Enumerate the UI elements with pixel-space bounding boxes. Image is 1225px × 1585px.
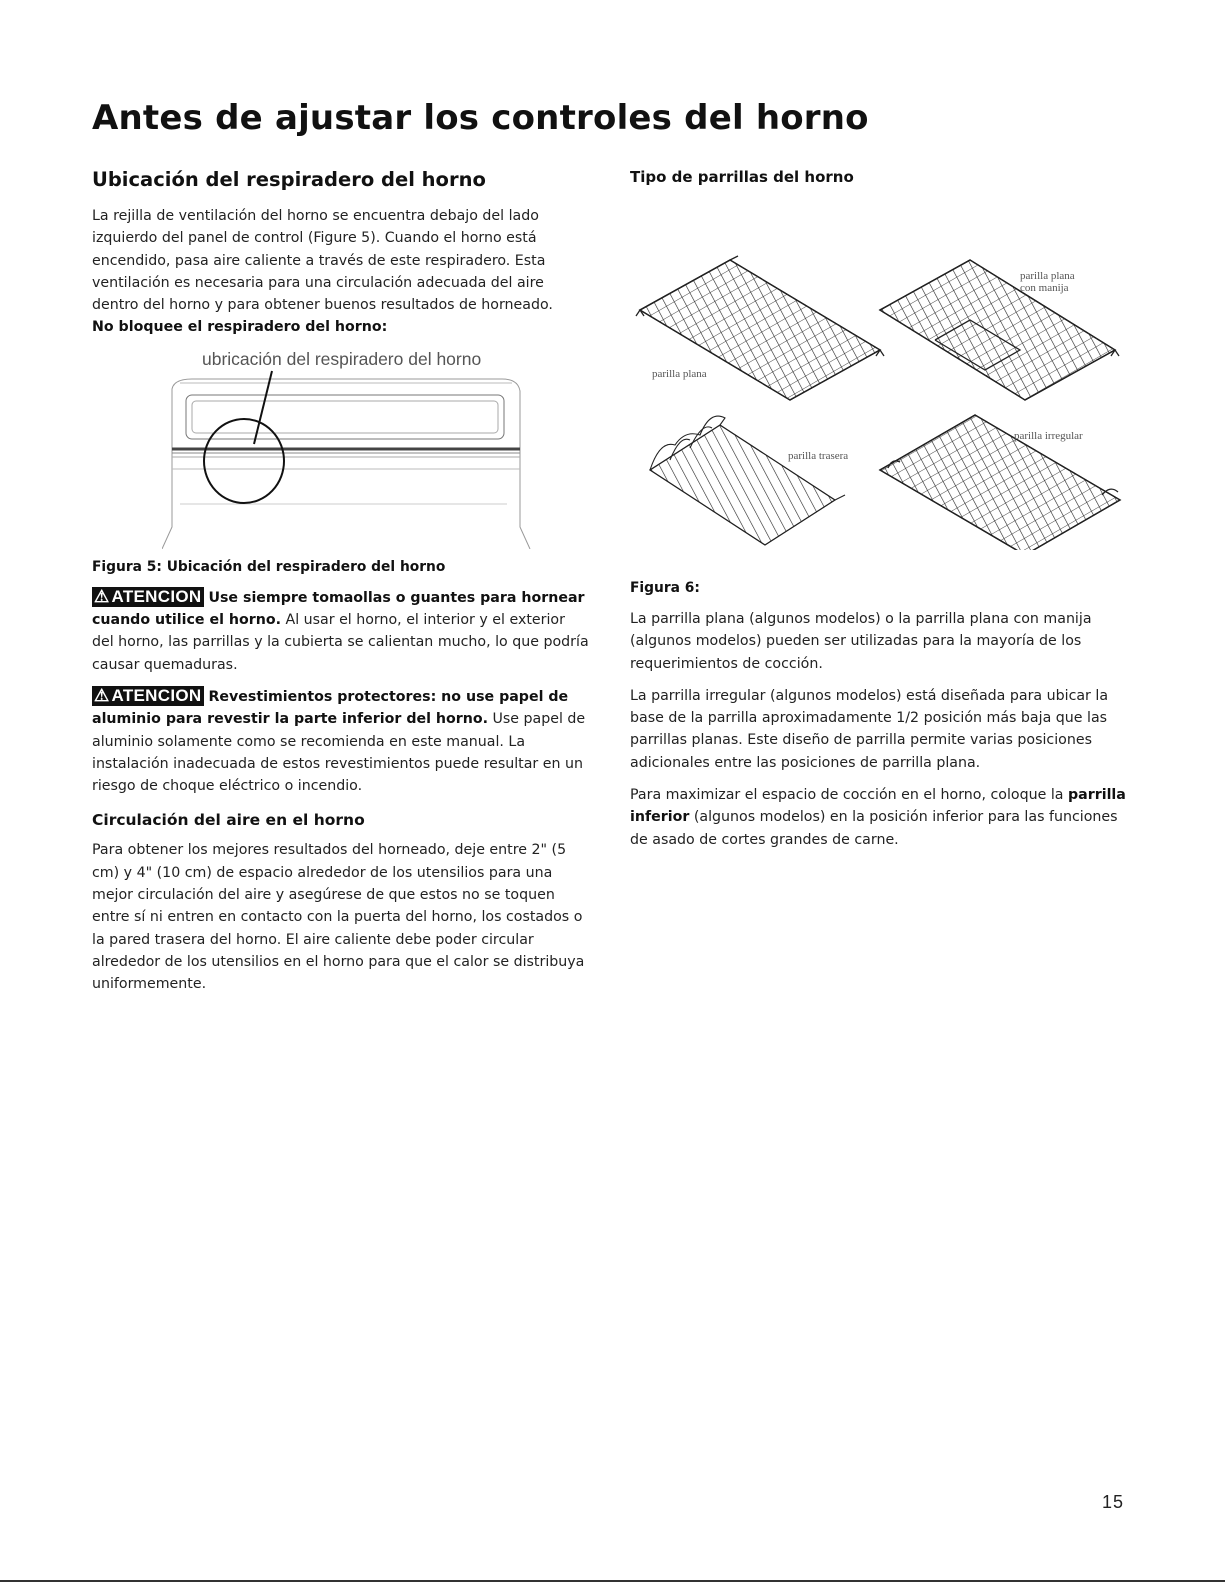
control-panel-drawing [162,349,582,549]
warning-badge-text: ATENCION [111,685,202,705]
label-flat-rack: parilla plana [652,368,707,380]
vent-heading: Ubicación del respiradero del horno [92,168,486,191]
figure-6-caption: Figura 6: [630,580,700,596]
page-number: 15 [1102,1492,1125,1512]
label-flat-rack-handle-1: parilla plana [1020,270,1075,282]
racks-paragraph-3 [630,784,1130,851]
vent-paragraph [92,205,590,339]
warning-badge [92,686,204,706]
warning-1-text: Al usar el horno, el interior y el exterior del horno, las parrillas y la cubierta se calientan mucho, lo que podría causar quemaduras. [92,612,589,673]
air-heading: Circulación del aire en el horno [92,811,365,830]
racks-paragraph-2: La parrilla irregular (algunos modelos) está diseñada para ubicar la base de la parrilla aproximadamente 1/2 posición más baja que las parrillas planas. Este diseño de parrilla permite varias posiciones adicionales entre las posiciones de parrilla plana. [630,687,1109,771]
vent-location-label: ubricación del respiradero del horno [202,348,482,369]
warning-badge-text: ATENCION [111,586,202,606]
racks-heading: Tipo de parrillas del horno [630,168,854,186]
air-paragraph: Para obtener los mejores resultados del horneado, deje entre 2" (5 cm) y 4" (10 cm) de espacio alrededor de los utensilios para una mejor circulación del aire y asegúrese de que estos no se toquen entre sí ni entren en contacto con la puerta del horno, los costados o la pared trasera del horno. El aire caliente debe poder circular alrededor de los utensilios en el horno para que el calor se distribuya uniformemente. [92,842,585,993]
label-flat-rack-handle-2: con manija [1020,282,1069,294]
bottom-rule [0,1580,1225,1582]
flat-rack-with-handle [880,260,1119,400]
vent-text: La rejilla de ventilación del horno se encuentra debajo del lado izquierdo del panel de control (Figure 5). Cuando el horno está encendido, pasa aire caliente a través de este respiradero. Esta ventilación es necesaria para una circulación adecuada del aire dentro del horno y para obtener buenos resultados de horneado. [92,208,553,314]
figure-6 [630,200,1130,550]
racks-paragraph-1: La parrilla plana (algunos modelos) o la parrilla plana con manija (algunos modelos) pueden ser utilizadas para la mayoría de los requerimientos de cocción. [630,611,1092,672]
racks-paragraph-3-bold: parrilla inferior [630,787,1126,826]
page-title: Antes de ajustar los controles del horno [92,98,869,138]
warning-badge [92,587,204,607]
warning-2-text: Use papel de aluminio solamente como se recomienda en este manual. La instalación inadecuada de estos revestimientos puede resultar en un riesgo de choque eléctrico o incendio. [92,711,586,795]
racks-paragraph-3-end: (algunos modelos) en la posición inferior para las funciones de asado de cortes grandes de carne. [630,809,1118,848]
racks-paragraph-3-start: Para maximizar el espacio de cocción en el horno, coloque la [630,787,1068,804]
right-column [630,168,1130,861]
warning-triangle-icon: ⚠ [94,586,110,606]
left-column [92,168,590,1006]
figure-5-caption: Figura 5: Ubicación del respiradero del horno [92,558,446,575]
warning-2 [92,686,590,797]
warning-2-bold: Revestimientos protectores: no use papel de aluminio para revestir la parte inferior del horno. [92,688,569,728]
figure-5 [162,349,582,549]
rear-rack [650,416,845,545]
vent-bold-note: No bloquee el respiradero del horno: [92,319,388,336]
label-rear-rack: parilla trasera [788,450,849,462]
label-irregular-rack: parilla irregular [1014,430,1083,442]
irregular-rack [880,415,1120,550]
warning-1 [92,587,590,676]
warning-1-bold: Use siempre tomaollas o guantes para hornear cuando utilice el horno. [92,589,585,629]
warning-triangle-icon: ⚠ [94,685,110,705]
